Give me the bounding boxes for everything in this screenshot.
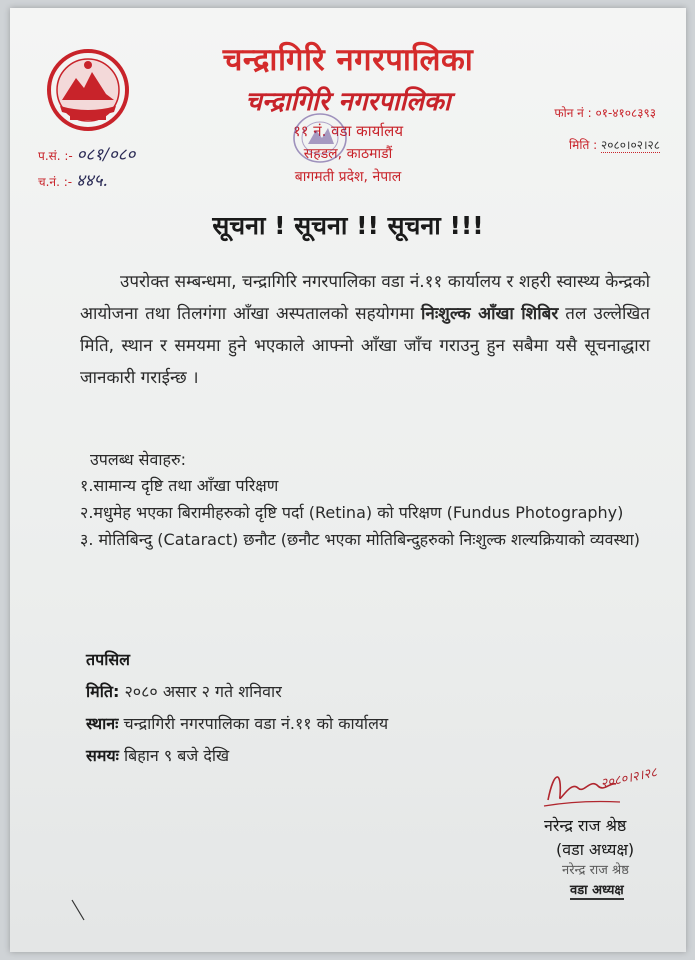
notice-body-highlight: निःशुल्क आँखा शिबिर [421,304,559,324]
notice-body [80,266,650,394]
dispatch-number [38,168,108,191]
organization-name: चन्द्रागिरि नगरपालिका [222,42,474,78]
services-heading: उपलब्ध सेवाहरु: [90,450,186,469]
event-date-value: २०८० असार २ गते शनिवार [119,682,282,701]
notice-body-part2: तल उल्लेखित मिति, स्थान र समयमा हुने भएकाले आफ्नो आँखा जाँच गराउनु हुन सबैमा यसै सूचनाद्धारा जानकारी गराईन्छ । [80,304,650,388]
name-stamp: नरेन्द्र राज श्रेष्ठ [562,863,629,878]
event-place [86,712,388,734]
reference-number-value: ०८१/०८० [76,145,136,165]
reference-number-label: प.सं. :- [38,149,73,163]
signer-title: (वडा अध्यक्ष) [556,840,635,859]
signer-name: नरेन्द्र राज श्रेष्ठ [544,816,627,835]
signature-date: २०८०।२।२८ [599,765,659,792]
event-date-label: मिति: [86,682,120,701]
phone-number: फोन नं : ०१-४१०८३९३ [554,106,656,120]
notice-body-part1: उपरोक्त सम्बन्धमा, चन्द्रागिरि नगरपालिका वडा नं.११ कार्यालय र शहरी स्वास्थ्य केन्द्रको आयोजना तथा तिलगंगा आँखा अस्पतालको सहयोगमा [80,272,650,324]
event-time-label: समयः [86,746,119,765]
title-stamp: वडा अध्यक्ष [570,880,624,900]
date-value: २०८०।०२।२८ [600,138,660,152]
office-name: ११ नं. वडा कार्यालय [292,122,404,140]
organization-name-secondary: चन्द्रागिरि नगरपालिका [245,87,451,117]
event-date [86,680,282,702]
event-time-value: बिहान ९ बजे देखि [118,746,230,765]
document-page [10,8,686,952]
event-place-label: स्थानः [86,714,119,733]
dispatch-number-label: च.नं. :- [38,175,73,189]
service-item: १.सामान्य दृष्टि तथा आँखा परिक्षण [80,476,279,495]
office-address-line2: बागमती प्रदेश, नेपाल [294,169,402,185]
letter-date [569,136,660,153]
service-item: ३. मोतिबिन्दु (Cataract) छनौट (छनौट भएका मोतिबिन्दुहरुको निःशुल्क शल्यक्रियाको व्यवस्था) [80,530,641,549]
reference-number [38,142,135,165]
event-place-value: चन्द्रागिरी नगरपालिका वडा नं.११ को कार्यालय [118,714,389,733]
date-label: मिति : [569,138,598,152]
office-address-line1: सहडल, काठमाडौं [303,146,393,162]
pen-mark [70,898,90,928]
details-heading: तपसिल [86,650,131,669]
event-time [86,744,229,766]
services-list [80,472,650,553]
service-item: २.मधुमेह भएका बिरामीहरुको दृष्टि पर्दा (Retina) को परिक्षण (Fundus Photography) [80,503,624,522]
notice-heading: सूचना ! सूचना !! सूचना !!! [212,211,484,240]
dispatch-number-value: ४४५. [75,171,108,191]
